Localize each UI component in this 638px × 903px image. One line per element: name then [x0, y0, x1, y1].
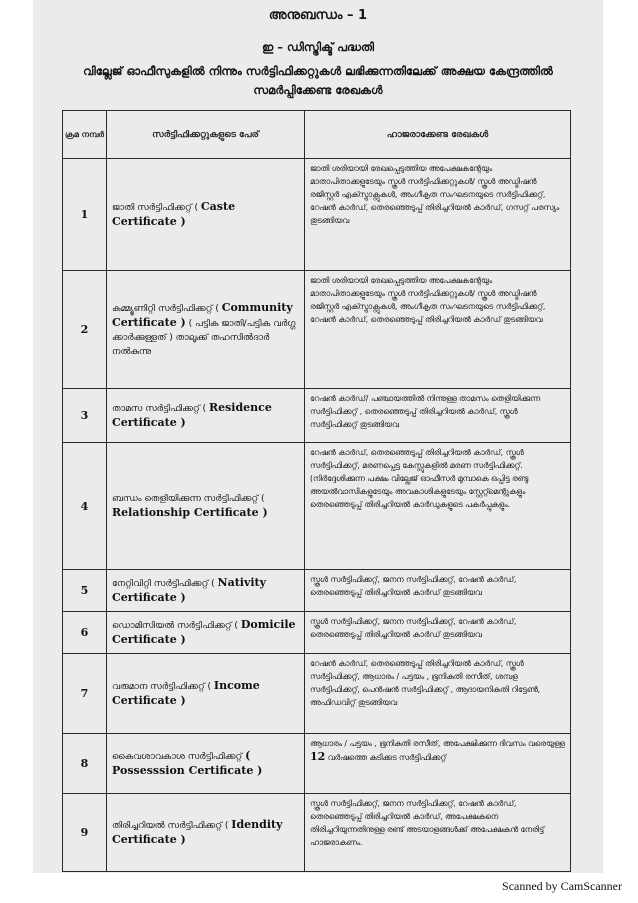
row-number: 3: [63, 389, 107, 443]
table-row: [63, 570, 571, 612]
certificate-name: താമസ സർട്ടിഫിക്കറ്റ് ( Residence Certificate ): [107, 389, 305, 443]
required-documents: റേഷൻ കാർഡ്, തെരഞ്ഞെടുപ്പ് തിരിച്ചറിയൽ കാർഡ്, സ്കൂൾ സർട്ടിഫിക്കറ്റ്, മരണപ്പെട്ട കേസ്സുകളിൽ മരണ സർട്ടിഫിക്കറ്റ്. (നിർദ്ദേശിക്കുന്ന പക്ഷം വില്ലേജ് ഓഫീസർ മുമ്പാകെ ഒപ്പിട്ട രണ്ടു അയൽവാസികളുടേയും അവകാശികളുടേയും സ്റ്റേറ്റ്മെന്റുകളും തെരഞ്ഞെടുപ്പ് തിരിച്ചറിയൽ കാർഡുകളുടെ പകർപ്പുകളും.: [305, 443, 571, 570]
certificate-name: നേറ്റിവിറ്റി സർട്ടിഫിക്കറ്റ് ( Nativity Certificate ): [107, 570, 305, 612]
certificate-name: തിരിച്ചറിയൽ സർട്ടിഫിക്കറ്റ് ( Idendity Certificate ): [107, 794, 305, 872]
scanner-watermark: Scanned by CamScanner: [502, 879, 622, 893]
row-number: 6: [63, 612, 107, 654]
table-row: [63, 612, 571, 654]
table-row: [63, 654, 571, 734]
required-documents: സ്കൂൾ സർട്ടിഫിക്കറ്റ്, ജനന സർട്ടിഫിക്കറ്റ്, റേഷൻ കാർഡ്, തെരഞ്ഞെടുപ്പ് തിരിച്ചറിയൽ കാർഡ് തുടങ്ങിയവ: [305, 570, 571, 612]
certificate-name: വരുമാന സർട്ടിഫിക്കറ്റ് ( Income Certificate ): [107, 654, 305, 734]
required-documents: റേഷൻ കാർഡ്, തെരഞ്ഞെടുപ്പ് തിരിച്ചറിയൽ കാർഡ്, സ്കൂൾ സർട്ടിഫിക്കറ്റ്, ആധാരം / പട്ടയം , ഭൂനികുതി രസീത്, ശമ്പള സർട്ടിഫിക്കറ്റ്, പെൻഷൻ സർട്ടിഫിക്കറ്റ് , ആദായനികുതി റിട്ടേൺ, അഫിഡവിറ്റ് തുടങ്ങിയവ: [305, 654, 571, 734]
row-number: 8: [63, 734, 107, 794]
row-number: 4: [63, 443, 107, 570]
table-row: [63, 734, 571, 794]
col-documents-header: ഹാജരാക്കേണ്ട രേഖകൾ: [305, 111, 571, 159]
table-header-row: [63, 111, 571, 159]
certificate-name: ജാതി സർട്ടിഫിക്കറ്റ് ( Caste Certificate ): [107, 159, 305, 271]
certificate-name: ഡൊമിസിയൽ സർട്ടിഫിക്കറ്റ് ( Domicile Certificate ): [107, 612, 305, 654]
row-number: 9: [63, 794, 107, 872]
table-row: [63, 443, 571, 570]
table-row: [63, 271, 571, 389]
required-documents: റേഷൻ കാർഡ്/ പഞ്ചായത്തിൽ നിന്നുള്ള താമസം തെളിയിക്കുന്ന സർട്ടിഫിക്കറ്റ് , തെരഞ്ഞെടുപ്പ് തിരിച്ചറിയൽ കാർഡ്, സ്കൂൾ സർട്ടിഫിക്കറ്റ് തുടങ്ങിയവ: [305, 389, 571, 443]
certificate-name: കൈവശാവകാശ സർട്ടിഫിക്കറ്റ് ( Possesssion Certificate ): [107, 734, 305, 794]
certificate-name: കമ്മ്യൂണിറ്റി സർട്ടിഫിക്കറ്റ് ( Community Certificate ) ( പട്ടിക ജാതി/പട്ടിക വർഗ്ഗ ക്കാർക്കുള്ളത് ) താലൂക്ക് തഹസിൽദാർ നൽകുന്നു: [107, 271, 305, 389]
table-row: [63, 389, 571, 443]
required-documents: ജാതി ശരിയായി രേഖപ്പെടുത്തിയ അപേക്ഷകന്റേയും മാതാപിതാക്കളുടേയും സ്കൂൾ സർട്ടിഫിക്കറ്റുകൾ/ സ്കൂൾ അഡ്മിഷൻ രജിസ്റ്റർ എക്സ്ട്രാക്റ്റുകൾ, അംഗീകൃത സംഘടനയുടെ സർട്ടിഫിക്കറ്റ്, റേഷൻ കാർഡ്, തെരഞ്ഞെടുപ്പ് തിരിച്ചറിയൽ കാർഡ് തുടങ്ങിയവ: [305, 271, 571, 389]
required-documents: ജാതി ശരിയായി രേഖപ്പെടുത്തിയ അപേക്ഷകന്റേയും മാതാപിതാക്കളുടേയും സ്കൂൾ സർട്ടിഫിക്കറ്റുകൾ/ സ്കൂൾ അഡ്മിഷൻ രജിസ്റ്റർ എക്സ്ട്രാക്റ്റുകൾ, അംഗീകൃത സംഘടനയുടെ സർട്ടിഫിക്കറ്റ്, റേഷൻ കാർഡ്, തെരഞ്ഞെടുപ്പ് തിരിച്ചറിയൽ കാർഡ്, ഗസറ്റ് പരസ്യം തുടങ്ങിയവ: [305, 159, 571, 271]
table-row: [63, 159, 571, 271]
row-number: 2: [63, 271, 107, 389]
table-row: [63, 794, 571, 872]
col-serial-header: ക്രമ നമ്പർ: [63, 111, 107, 159]
required-documents: സ്കൂൾ സർട്ടിഫിക്കറ്റ്, ജനന സർട്ടിഫിക്കറ്റ്, റേഷൻ കാർഡ്, തെരഞ്ഞെടുപ്പ് തിരിച്ചറിയൽ കാർഡ് തുടങ്ങിയവ: [305, 612, 571, 654]
row-number: 7: [63, 654, 107, 734]
required-documents: ആധാരം / പട്ടയം , ഭൂനികുതി രസീത്, അപേക്ഷിക്കുന്ന ദിവസം വരെയുള്ള 12 വർഷത്തെ കുടിക്കട സർട്ടിഫിക്കറ്റ്: [305, 734, 571, 794]
col-certificate-header: സർട്ടിഫിക്കറ്റുകളുടെ പേര്: [107, 111, 305, 159]
scanned-page: [33, 0, 603, 873]
row-number: 5: [63, 570, 107, 612]
requirements-table: [62, 110, 571, 872]
scheme-subtitle: ഇ – ഡിസ്ട്രിക്ട് പദ്ധതി: [261, 40, 374, 54]
row-number: 1: [63, 159, 107, 271]
document-heading: വില്ലേജ് ഓഫീസുകളിൽ നിന്നും സർട്ടിഫിക്കറ്റുകൾ ലഭിക്കുന്നതിലേക്ക് അക്ഷയ കേന്ദ്രത്തിൽ സമർപ്പിക്കേണ്ട രേഖകൾ: [83, 64, 553, 97]
annexure-title: അനുബന്ധം – 1: [268, 8, 368, 23]
certificate-name: ബന്ധം തെളിയിക്കുന്ന സർട്ടിഫിക്കറ്റ് ( Relationship Certificate ): [107, 443, 305, 570]
required-documents: സ്കൂൾ സർട്ടിഫിക്കറ്റ്, ജനന സർട്ടിഫിക്കറ്റ്, റേഷൻ കാർഡ്, തെരഞ്ഞെടുപ്പ് തിരിച്ചറിയൽ കാർഡ്, അപേക്ഷകനെ തിരിച്ചറിയുന്നതിനുള്ള രണ്ട് അടയാളങ്ങൾക്ക് അപേക്ഷകൻ നേരിട്ട് ഹാജരാകണം.: [305, 794, 571, 872]
